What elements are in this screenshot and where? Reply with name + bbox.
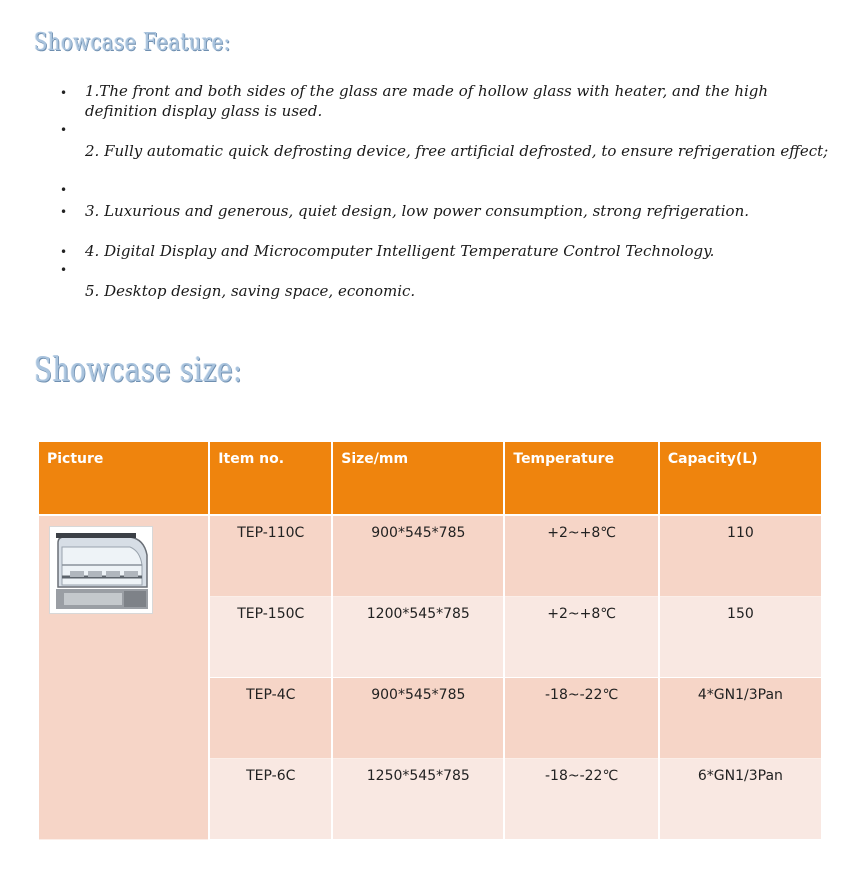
feature-item-5: 5. Desktop design, saving space, economic. (85, 282, 416, 300)
temperature-cell: +2~+8℃ (505, 516, 657, 597)
features-heading: Showcase Feature: (34, 28, 231, 56)
capacity-cell: 6*GN1/3Pan (660, 759, 821, 840)
header-picture: Picture (39, 442, 208, 516)
header-item-no: Item no. (210, 442, 331, 516)
size-cell: 900*545*785 (333, 678, 503, 759)
bullet: • (60, 245, 68, 259)
temperature-cell: +2~+8℃ (505, 597, 657, 678)
bullet: • (60, 263, 68, 277)
table-header-row (39, 442, 821, 516)
picture-cell (39, 516, 208, 840)
capacity-cell: 150 (660, 597, 821, 678)
size-heading: Showcase size: (34, 350, 243, 390)
size-cell: 900*545*785 (333, 516, 503, 597)
table-row (39, 516, 821, 597)
feature-item-2: 2. Fully automatic quick defrosting device, free artificial defrosted, to ensure refrigeration effect; (85, 142, 829, 160)
item-no-cell: TEP-150C (210, 597, 331, 678)
capacity-cell: 4*GN1/3Pan (660, 678, 821, 759)
temperature-cell: -18~-22℃ (505, 678, 657, 759)
bullet: • (60, 86, 68, 100)
size-cell: 1200*545*785 (333, 597, 503, 678)
feature-item-4: 4. Digital Display and Microcomputer Intelligent Temperature Control Technology. (85, 242, 715, 260)
bullet: • (60, 183, 68, 197)
item-no-cell: TEP-6C (210, 759, 331, 840)
bullet: • (60, 123, 68, 137)
showcase-product-image (49, 526, 153, 614)
spec-table (37, 442, 823, 840)
header-temperature: Temperature (505, 442, 657, 516)
size-cell: 1250*545*785 (333, 759, 503, 840)
bullet: • (60, 205, 68, 219)
temperature-cell: -18~-22℃ (505, 759, 657, 840)
feature-item-3: 3. Luxurious and generous, quiet design, low power consumption, strong refrigeration. (85, 202, 749, 220)
capacity-cell: 110 (660, 516, 821, 597)
item-no-cell: TEP-110C (210, 516, 331, 597)
feature-item-1: 1.The front and both sides of the glass are made of hollow glass with heater, and the high definition display glass is used. (85, 82, 769, 120)
header-size: Size/mm (333, 442, 503, 516)
item-no-cell: TEP-4C (210, 678, 331, 759)
header-capacity: Capacity(L) (660, 442, 821, 516)
